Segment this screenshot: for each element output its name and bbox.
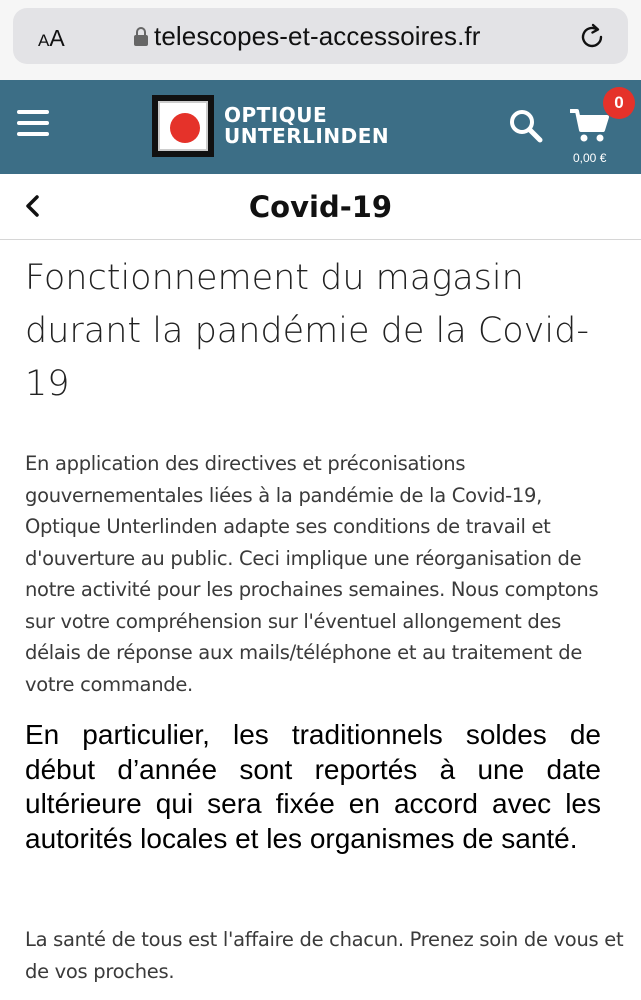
- aa-small-letter: A: [38, 31, 50, 50]
- article-heading: Fonctionnement du magasin durant la pandémie de la Covid-19: [25, 258, 589, 404]
- cart-count-badge: 0: [603, 87, 635, 119]
- text-size-button[interactable]: [38, 25, 65, 52]
- logo-mark: [152, 95, 214, 157]
- url-field[interactable]: [13, 8, 628, 64]
- closing-message: La santé de tous est l'affaire de chacun. Prenez soin de vous et de vos proches.: [25, 928, 624, 983]
- reload-icon[interactable]: [577, 22, 607, 52]
- logo-text: [224, 105, 389, 147]
- browser-address-bar: [0, 0, 641, 80]
- site-header: [0, 80, 641, 174]
- site-logo[interactable]: [152, 95, 389, 157]
- highlight-notice: En particulier, les traditionnels soldes de début d’année sont reportés à une date ultérieure qui sera fixée en accord avec les autorités locales et les organismes de santé.: [25, 719, 601, 854]
- page-title: Covid-19: [248, 190, 393, 224]
- lock-icon: [133, 26, 149, 46]
- aa-big-letter: A: [49, 25, 65, 51]
- page-title-bar: [0, 174, 641, 240]
- url-text: telescopes-et-accessoires.fr: [154, 21, 481, 51]
- article-paragraph: En application des directives et préconisations gouvernementales liées à la pandémie de la Covid-19, Optique Unterlinden adapte ses conditions de travail et d'ouverture au public. Ceci implique une réorganisation de notre activité pour les prochaines semaines. Nous comptons sur votre compréhension sur l'éventuel allongement des délais de réponse aux mails/téléphone et au traitement de votre commande.: [25, 452, 599, 696]
- search-icon[interactable]: [508, 108, 544, 144]
- hamburger-menu-icon[interactable]: [17, 110, 49, 140]
- cart-total: 0,00 €: [573, 151, 607, 165]
- logo-line-1: OPTIQUE: [224, 103, 328, 127]
- logo-line-2: UNTERLINDEN: [224, 124, 390, 148]
- cart-icon: [570, 108, 610, 144]
